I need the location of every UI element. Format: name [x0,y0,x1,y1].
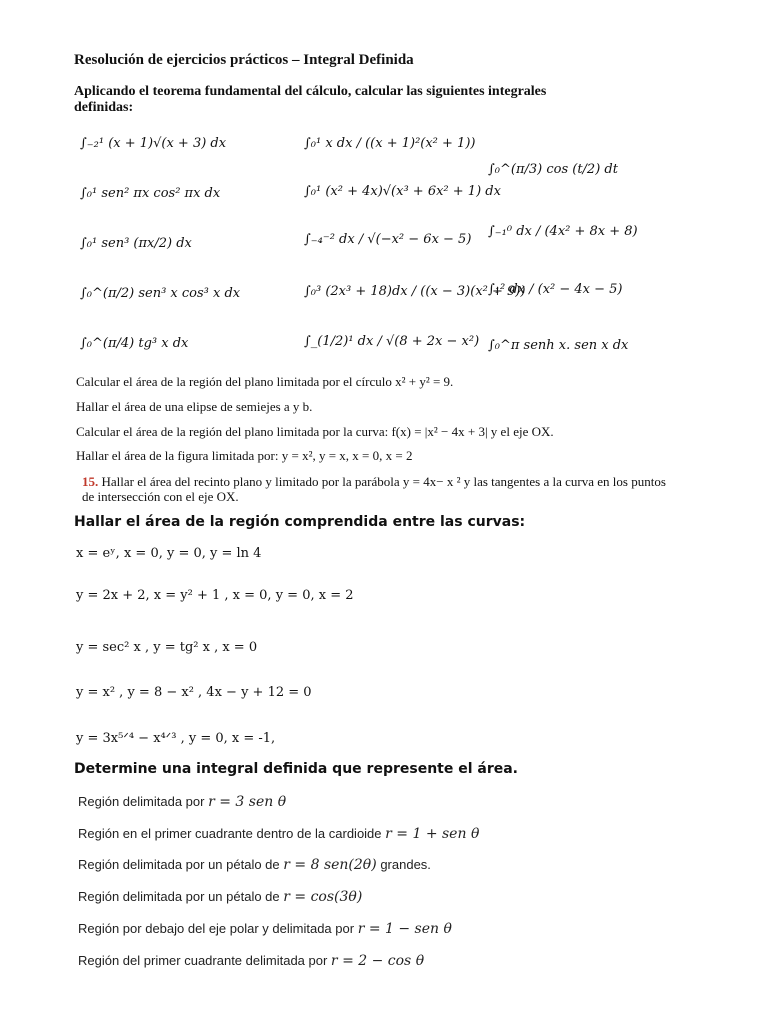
polar-item-4 [78,889,362,905]
integral-12: ∫₀^(π/4) tg³ x dx [80,336,189,351]
integral-6: ∫₀¹ sen³ (πx/2) dx [80,236,192,251]
integral-4: ∫₀¹ sen² πx cos² πx dx [80,186,221,201]
polar-text: Región delimitada por [78,794,209,809]
polar-equation: r = 2 − cos θ [330,953,425,969]
polar-item-5 [78,921,452,937]
curve-2: y = 2x + 2, x = y² + 1 , x = 0, y = 0, x = 2 [76,588,354,603]
polar-after: grandes. [376,857,431,872]
problem-ellipse: Hallar el área de una elipse de semiejes a y b. [76,399,313,414]
polar-equation: r = 3 sen θ [208,794,287,810]
polar-heading: Determine una integral definida que represente el área. [74,761,519,777]
curves-heading: Hallar el área de la región comprendida entre las curvas: [74,514,526,530]
polar-text: Región por debajo del eje polar y delimitada por [78,921,358,936]
integral-14: ∫₀^π senh x. sen x dx [488,338,629,353]
polar-text: Región en el primer cuadrante dentro de la cardioide [78,826,386,841]
polar-equation: r = 8 sen(2θ) [283,857,377,873]
polar-item-2 [78,826,479,842]
curve-4: y = x² , y = 8 − x² , 4x − y + 12 = 0 [76,685,312,700]
integral-1: ∫₋₂¹ (x + 1)√(x + 3) dx [80,136,227,151]
problem-15-number: 15. [82,474,99,489]
problem-figure: Hallar el área de la figura limitada por: y = x², y = x, x = 0, x = 2 [76,448,413,463]
polar-item-1 [78,794,286,810]
problem-circle: Calcular el área de la región del plano limitada por el círculo x² + y² = 9. [76,374,454,389]
problem-abs-curve: Calcular el área de la región del plano limitada por la curva: f(x) = |x² − 4x + 3| y el eje OX. [76,424,554,439]
integral-8: ∫₋₁⁰ dx / (4x² + 8x + 8) [488,224,638,239]
curve-3: y = sec² x , y = tg² x , x = 0 [76,640,258,655]
polar-equation: r = cos(3θ) [283,889,363,905]
integral-3: ∫₀^(π/3) cos (t/2) dt [488,162,618,177]
integral-10: ∫₀³ (2x³ + 18)dx / ((x − 3)(x² + 9)) [304,284,526,299]
problem-15 [82,474,672,504]
polar-text: Región delimitada por un pétalo de [78,889,284,904]
polar-item-6 [78,953,424,969]
integral-11: ∫₁² dx / (x² − 4x − 5) [488,282,623,297]
polar-text: Región delimitada por un pétalo de [78,857,284,872]
problem-15-text: Hallar el área del recinto plano y limitado por la parábola y = 4x− x ² y las tangentes a la curva en los puntos de intersección con el eje OX. [82,474,666,504]
integral-5: ∫₀¹ (x² + 4x)√(x³ + 6x² + 1) dx [304,184,501,199]
curve-5: y = 3x⁵ᐟ⁴ − x⁴ᐟ³ , y = 0, x = -1, [76,731,276,746]
polar-text: Región del primer cuadrante delimitada por [78,953,331,968]
integral-2: ∫₀¹ x dx / ((x + 1)²(x² + 1)) [304,136,476,151]
polar-equation: r = 1 + sen θ [385,826,480,842]
curve-1: x = eʸ, x = 0, y = 0, y = ln 4 [76,546,262,561]
integral-7: ∫₋₄⁻² dx / √(−x² − 6x − 5) [304,232,472,247]
integral-13: ∫_(1/2)¹ dx / √(8 + 2x − x²) [304,334,480,349]
page-title: Resolución de ejercicios prácticos – Integral Definida [74,52,414,68]
integral-9: ∫₀^(π/2) sen³ x cos³ x dx [80,286,241,301]
intro-text: Aplicando el teorema fundamental del cálculo, calcular las siguientes integrales definidas: [74,84,547,115]
polar-item-3 [78,857,431,873]
polar-equation: r = 1 − sen θ [357,921,452,937]
